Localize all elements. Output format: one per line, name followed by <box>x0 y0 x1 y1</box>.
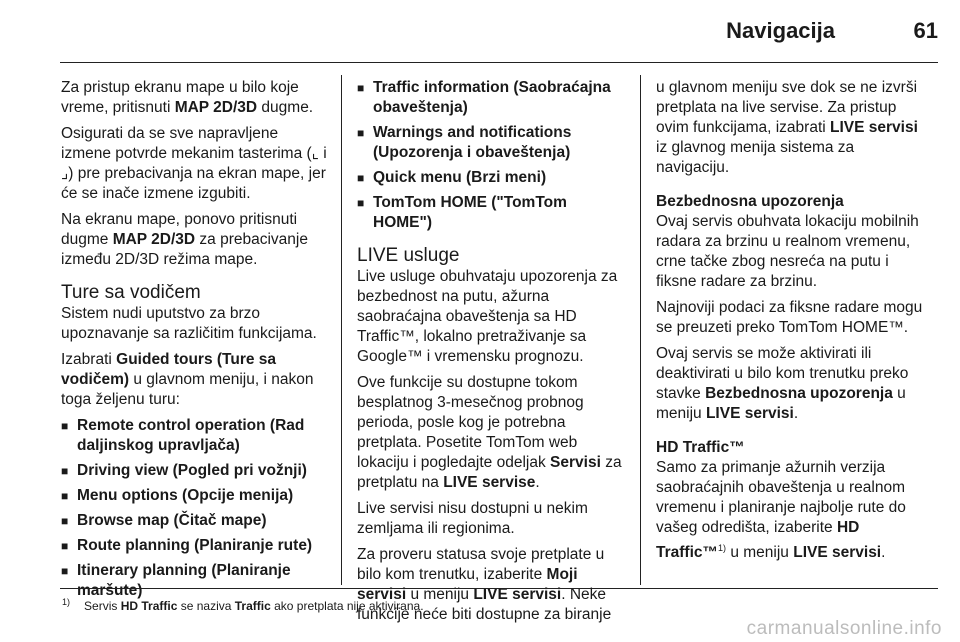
column-2 <box>357 78 625 631</box>
footnote-ref: 1) <box>718 543 727 553</box>
softkey-icons: ⌞ i ⌟ <box>61 145 327 182</box>
list-item: ■ Menu options (Opcije menija) <box>61 486 329 506</box>
subheading-safety-warnings: Bezbednosna upozorenja <box>656 193 844 210</box>
paragraph: Osigurati da se sve napravljene izmene potvrde mekanim tasterima (⌞ i ⌟) pre prebacivanja na ekran mape, jer će se inače izmene izgubiti. <box>61 125 327 202</box>
section-heading-tours: Ture sa vodičem <box>61 282 201 303</box>
paragraph: Na ekranu mape, ponovo pritisnuti dugme MAP 2D/3D za prebacivanje između 2D/3D režima mape. <box>61 211 308 268</box>
list-item: ■ Route planning (Planiranje rute) <box>61 536 329 556</box>
list-item: ■ Itinerary planning (Planiranje maršute) <box>61 561 329 601</box>
tour-list-continued <box>357 78 625 233</box>
watermark: carmanualsonline.info <box>746 618 942 639</box>
header-rule <box>60 62 938 63</box>
footnote-rule <box>60 588 938 589</box>
list-item: ■ Warnings and notifications (Upozorenja i obaveštenja) <box>357 123 625 163</box>
list-item: ■ Browse map (Čitač mape) <box>61 511 329 531</box>
paragraph: Za proveru statusa svoje pretplate u bilo kom trenutku, izaberite Moji servisi u meniju LIVE servisi. Neke funkcije neće biti dostupne za biranje <box>357 546 612 623</box>
list-item: ■ Driving view (Pogled pri vožnji) <box>61 461 329 481</box>
paragraph: Ove funkcije su dostupne tokom besplatnog 3-mesečnog probnog perioda, posle kog je potrebna pretplata. Posetite TomTom web lokaciju i pogledajte odeljak Servisi za pretplatu na LIVE servise. <box>357 374 622 491</box>
footnote-mark: 1) <box>62 597 71 607</box>
footnote: $^{1)}$ Servis HD Traffic se naziva Traffic ako pretplata nije aktivirana. <box>62 597 424 613</box>
list-item: ■ Remote control operation (Rad daljinskog upravljača) <box>61 416 329 456</box>
paragraph: Live servisi nisu dostupni u nekim zemljama ili regionima. <box>357 500 588 537</box>
subheading-hd-traffic: HD Traffic™ <box>656 439 745 456</box>
tour-list <box>61 416 329 601</box>
column-divider <box>640 75 641 585</box>
column-1 <box>61 78 329 606</box>
paragraph: Samo za primanje ažurnih verzija saobraćajnih obaveštenja u realnom vremenu i planiranje najbolje rute do vašeg odredišta, izaberite HD Traffic™$^{1)}$ u meniju LIVE servisi. <box>656 459 906 562</box>
section-heading-live: LIVE usluge <box>357 245 460 266</box>
list-item: ■ TomTom HOME ("TomTom HOME") <box>357 193 625 233</box>
page-number: 61 <box>913 18 938 43</box>
column-divider <box>341 75 342 585</box>
column-3 <box>656 78 926 569</box>
paragraph: Live usluge obuhvataju upozorenja za bezbednost na putu, ažurna saobraćajna obaveštenja sa HD Traffic™, lokalno pretraživanje sa Google™ i vremensku prognozu. <box>357 268 618 365</box>
paragraph: Ovaj servis obuhvata lokaciju mobilnih radara za brzinu u realnom vremenu, crne tačke zbog nesreća na putu i fiksne radare za brzinu. <box>656 213 919 290</box>
paragraph: Najnoviji podaci za fiksne radare mogu se preuzeti preko TomTom HOME™. <box>656 299 923 336</box>
paragraph: Za pristup ekranu mape u bilo koje vreme, pritisnuti MAP 2D/3D dugme. <box>61 79 314 116</box>
page-header-title: Navigacija <box>726 18 835 43</box>
paragraph: Ovaj servis se može aktivirati ili deaktivirati u bilo kom trenutku preko stavke Bezbednosna upozorenja u meniju LIVE servisi. <box>656 345 909 422</box>
paragraph: u glavnom meniju sve dok se ne izvrši pretplata na live servise. Za pristup ovim funkcijama, izabrati LIVE servisi iz glavnog menija sistema za navigaciju. <box>656 79 918 176</box>
list-item: ■ Traffic information (Saobraćajna obaveštenja) <box>357 78 625 118</box>
list-item: ■ Quick menu (Brzi meni) <box>357 168 625 188</box>
paragraph: Sistem nudi uputstvo za brzo upoznavanje sa različitim funkcijama. <box>61 305 317 342</box>
paragraph: Izabrati Guided tours (Ture sa vodičem) u glavnom meniju, i nakon toga željenu turu: <box>61 351 314 408</box>
